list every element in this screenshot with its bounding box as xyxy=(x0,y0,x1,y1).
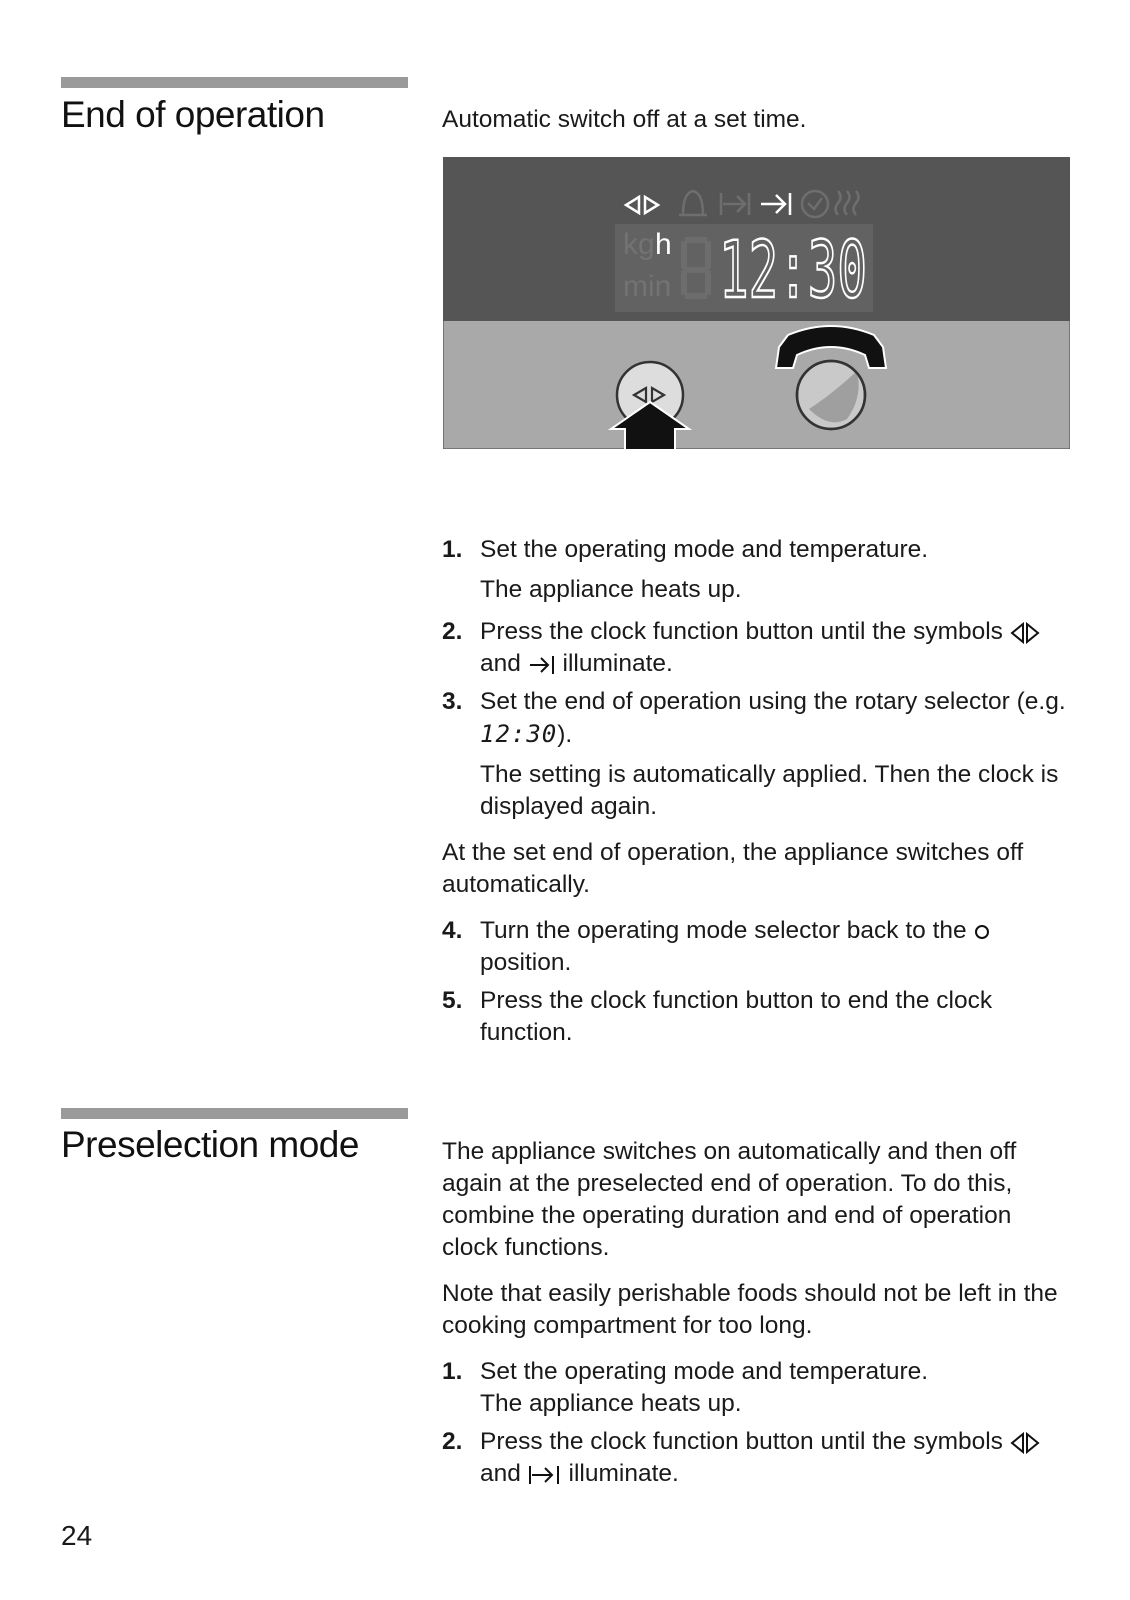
step-result: The appliance heats up. xyxy=(480,1390,742,1417)
duration-icon xyxy=(1010,622,1040,644)
steps-end-of-operation xyxy=(442,534,1070,1055)
control-panel-illustration xyxy=(443,157,1070,449)
step-5 xyxy=(442,985,1070,1049)
duration-icon xyxy=(1010,1432,1040,1454)
step-number: 2. xyxy=(442,1428,463,1455)
section-rule-end-of-operation xyxy=(61,77,408,88)
step-text: Turn the operating mode selector back to the xyxy=(480,917,967,944)
example-time: 12:30 xyxy=(480,720,558,748)
step-number: 4. xyxy=(442,917,463,944)
unit-h-label: h xyxy=(655,228,672,261)
step-text: Set the operating mode and temperature. xyxy=(480,1358,929,1385)
content-preselection-mode xyxy=(442,1136,1070,1496)
rotary-selector-knob xyxy=(797,361,865,429)
step-3 xyxy=(442,686,1070,823)
step-number: 1. xyxy=(442,1358,463,1385)
step-text-end: position. xyxy=(480,949,572,976)
time-readout: 12:30 xyxy=(719,226,867,316)
step-number: 2. xyxy=(442,618,463,645)
step-text: Press the clock function button to end the clock function. xyxy=(480,987,993,1046)
step-text-end: ). xyxy=(557,721,573,748)
and-text: and xyxy=(480,1460,521,1487)
step-number: 3. xyxy=(442,688,463,715)
section-rule-preselection-mode xyxy=(61,1108,408,1119)
note-text: Note that easily perishable foods should not be left in the cooking compartment for too long. xyxy=(442,1280,1058,1339)
unit-kg-label: kg xyxy=(623,228,655,261)
heading-preselection-mode: Preselection mode xyxy=(61,1124,359,1165)
intro-text: Automatic switch off at a set time. xyxy=(442,106,807,133)
step-text-end: illuminate. xyxy=(562,650,673,677)
and-text: and xyxy=(480,650,521,677)
end-time-icon xyxy=(528,654,556,676)
step-2 xyxy=(442,616,1070,680)
page-number: 24 xyxy=(61,1520,93,1551)
step-result: The setting is automatically applied. Then the clock is displayed again. xyxy=(480,761,1059,820)
note-text: At the set end of operation, the appliance switches off automatically. xyxy=(442,839,1024,898)
step-text: Set the operating mode and temperature. xyxy=(480,536,929,563)
step-4 xyxy=(442,915,1070,979)
step-result: The appliance heats up. xyxy=(480,576,742,603)
step-text-end: illuminate. xyxy=(568,1460,679,1487)
start-time-icon xyxy=(528,1464,562,1486)
step-1 xyxy=(442,534,1070,606)
unit-min-label: min xyxy=(623,270,672,303)
step-number: 1. xyxy=(442,536,463,563)
step-2 xyxy=(442,1426,1070,1490)
step-1 xyxy=(442,1356,1070,1420)
step-text: Press the clock function button until the symbols xyxy=(480,618,1003,645)
intro-end-of-operation xyxy=(442,104,1070,150)
step-number: 5. xyxy=(442,987,463,1014)
off-position-icon xyxy=(973,923,991,941)
step-text: Press the clock function button until the symbols xyxy=(480,1428,1003,1455)
intro-text: The appliance switches on automatically and then off again at the preselected end of operation. To do this, combine the operating duration and end of operation clock functions. xyxy=(442,1138,1017,1261)
heading-end-of-operation: End of operation xyxy=(61,94,325,135)
step-text: Set the end of operation using the rotary selector (e.g. xyxy=(480,688,1066,715)
